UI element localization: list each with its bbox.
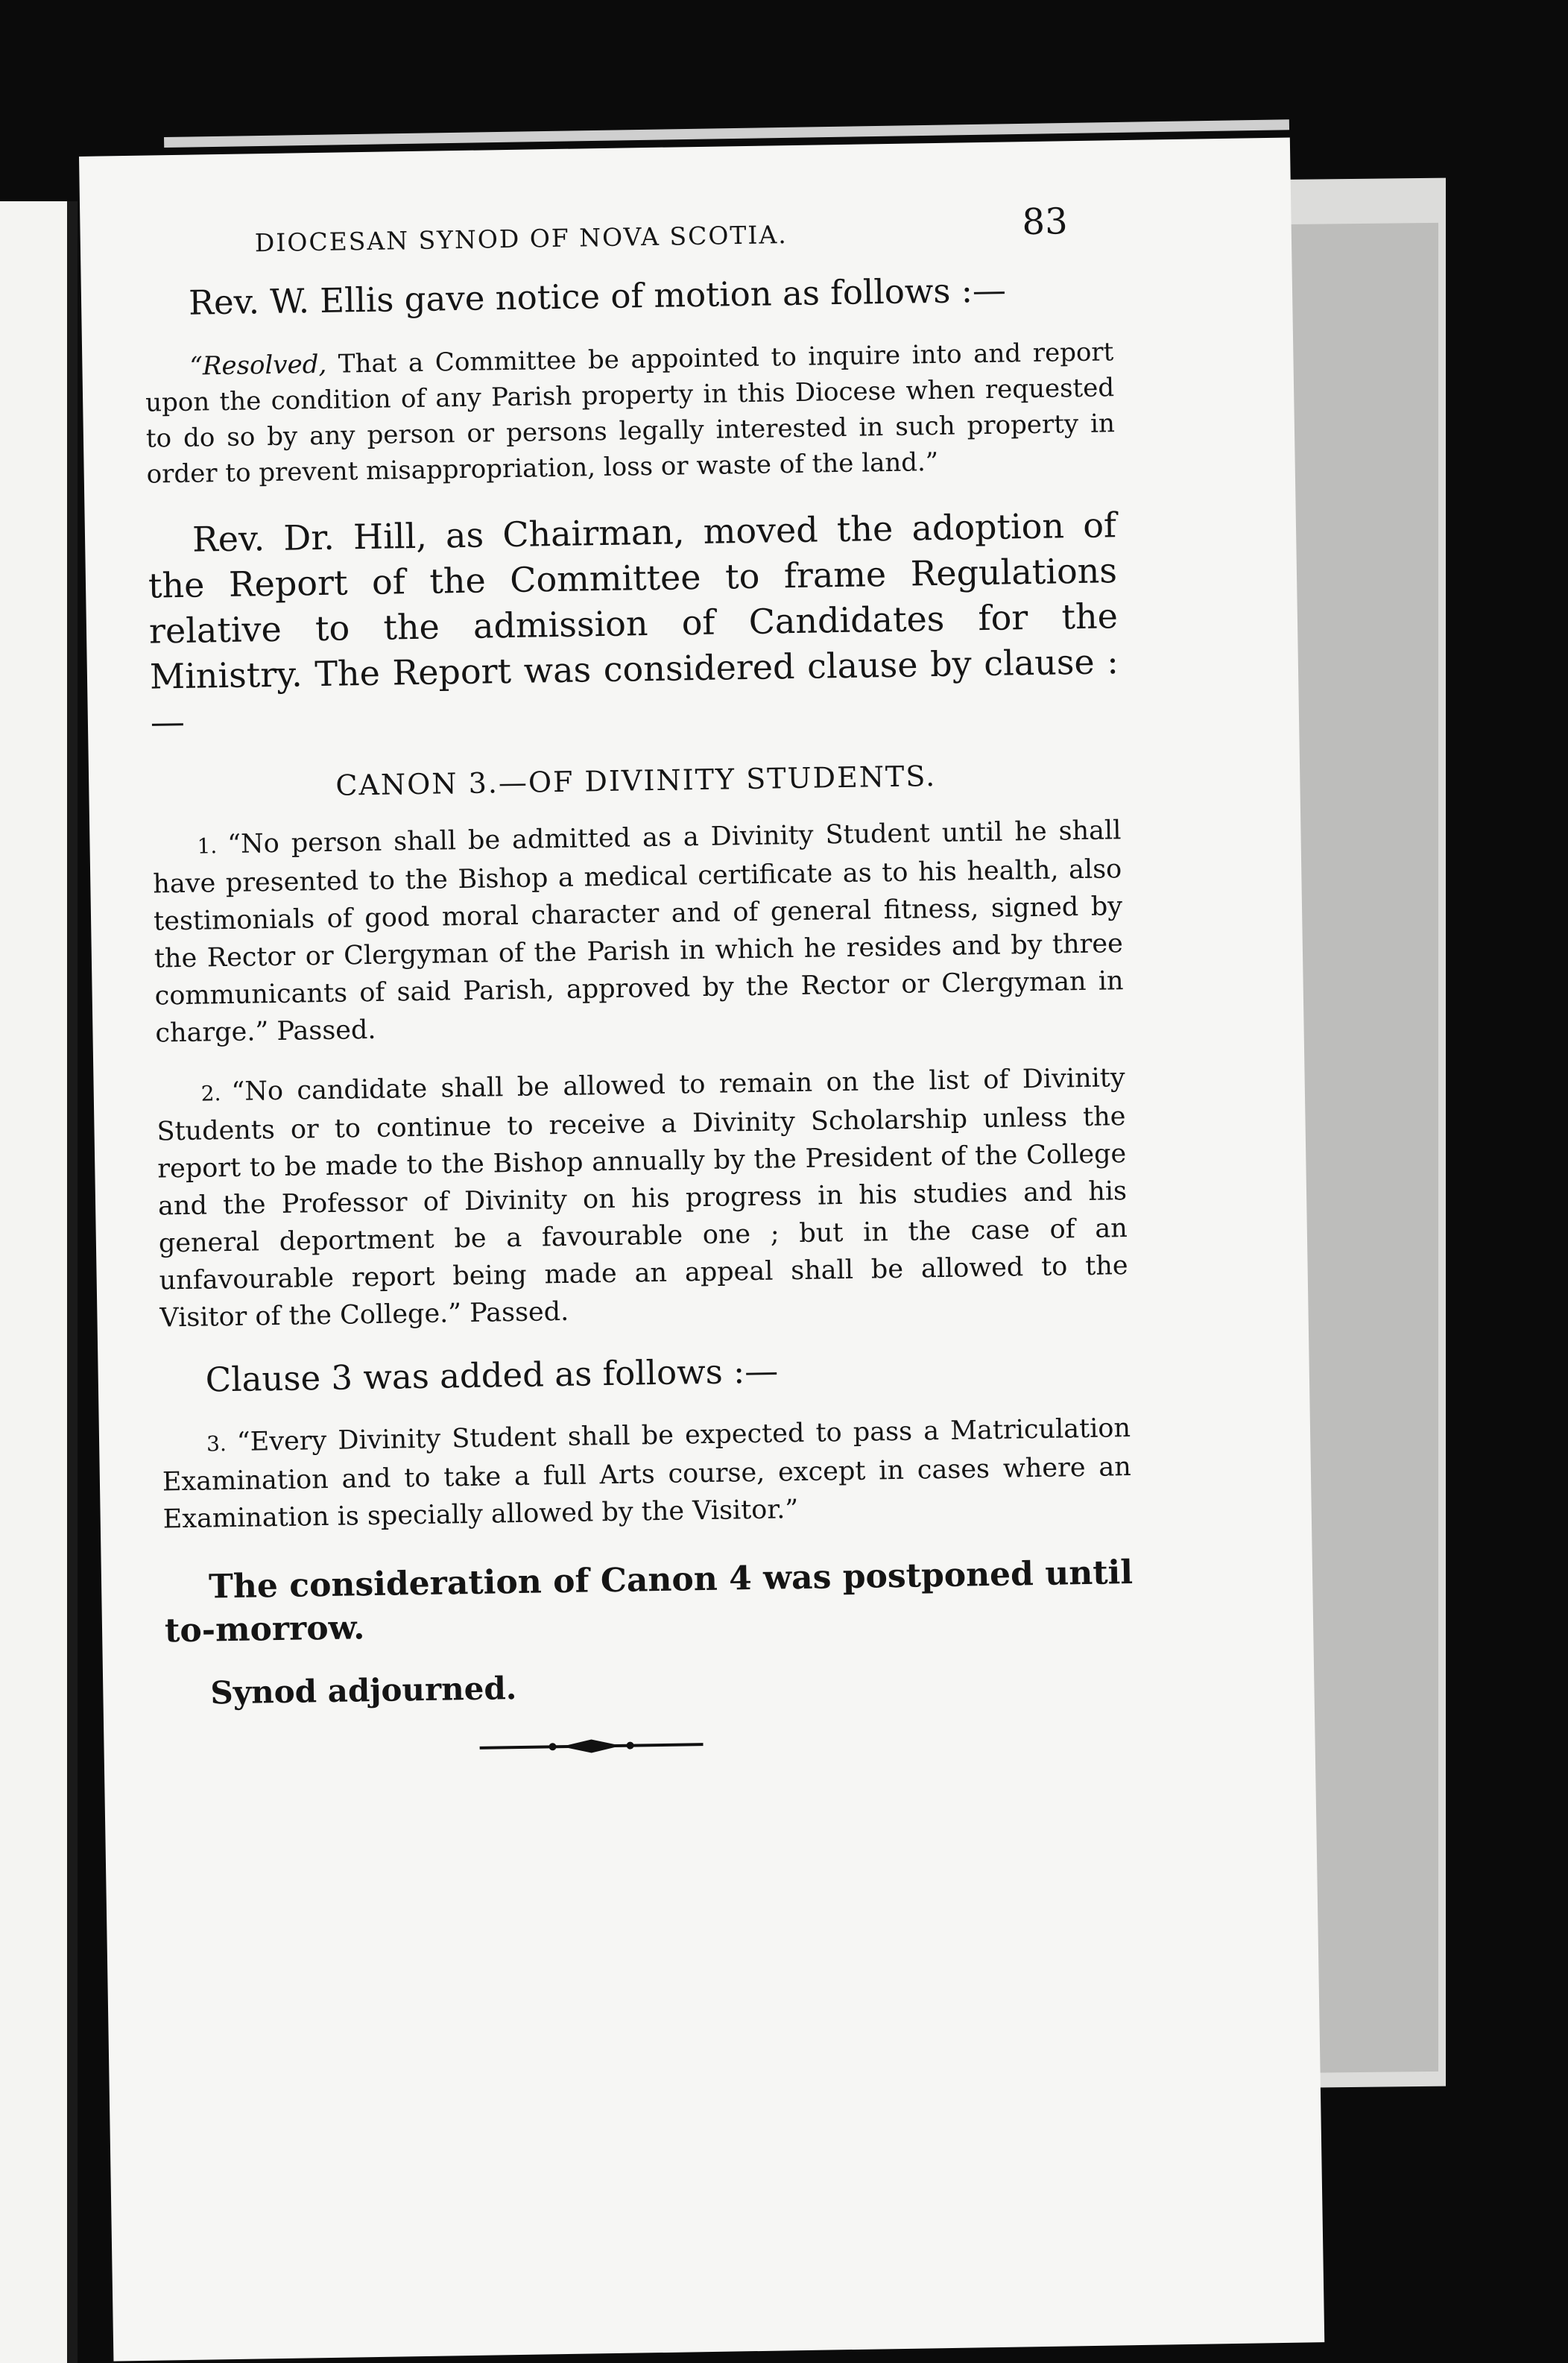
clause-text: “No candidate shall be allowed to remain on the list of Divinity Students or to continue to receive a Divinity Scholarship unless the report to be made to the Bishop annually by the President of the College and the Professor of Divinity on his progress in his studies and his general deportment be a favourable one ; but in the case of an unfavourable report being made an appeal shall be allowed to the Visitor of the College.” Passed. — [157, 1063, 1128, 1334]
clause-1 — [152, 812, 1125, 1052]
clause-number: 1. — [197, 833, 218, 859]
clause-3-intro: Clause 3 was added as follows :— — [205, 1351, 779, 1400]
resolved-word: “Resolved, — [189, 349, 327, 382]
clause-3 — [162, 1410, 1132, 1538]
facing-page-edge — [0, 201, 67, 2363]
canon-heading: CANON 3.—OF DIVINITY STUDENTS. — [335, 760, 937, 802]
clause-number: 2. — [200, 1081, 221, 1106]
book-page — [79, 137, 1324, 2361]
binding-shadow — [67, 201, 78, 2363]
clause-text: “Every Divinity Student shall be expected to pass a Matriculation Examination and to take a full Arts course, except in cases where an Examination is specially allowed by the Visitor.” — [162, 1413, 1132, 1535]
page-content — [142, 192, 1136, 1767]
page-number: 83 — [1022, 201, 1069, 244]
running-head — [142, 192, 1112, 274]
clause-number: 3. — [206, 1431, 227, 1457]
clause-2 — [156, 1059, 1128, 1337]
running-title: DIOCESAN SYNOD OF NOVA SCOTIA. — [254, 220, 788, 258]
clause-text: “No person shall be admitted as a Divinity Student until he shall have presented to the Bishop a medical certificate as to his health, also testimonials of good moral character and of general fitness, signed by the Rector or Clergyman of the Parish in which he resides and by three communicants of said Parish, approved by the Rector or Clergyman in charge.” Passed. — [153, 815, 1124, 1049]
hill-motion: Rev. Dr. Hill, as Chairman, moved the adoption of the Report of the Committee to frame Regulations relative to the admission of Candidates for the Ministry. The Report was considered clause by clause :— — [148, 505, 1119, 742]
resolution-text: That a Committee be appointed to inquire into and report upon the condition of any Parish property in this Diocese when requested to do so by any person or persons legally interested in such property in order to prevent misappropriation, loss or waste of the land.” — [145, 337, 1116, 490]
adjournment-note: Synod adjourned. — [210, 1670, 517, 1711]
resolution-paragraph — [145, 334, 1116, 492]
ellis-notice: Rev. W. Ellis gave notice of motion as follows :— — [188, 270, 1007, 323]
postponement-note: The consideration of Canon 4 was postponed until to-morrow. — [164, 1553, 1134, 1650]
ornamental-rule-icon — [479, 1733, 703, 1759]
